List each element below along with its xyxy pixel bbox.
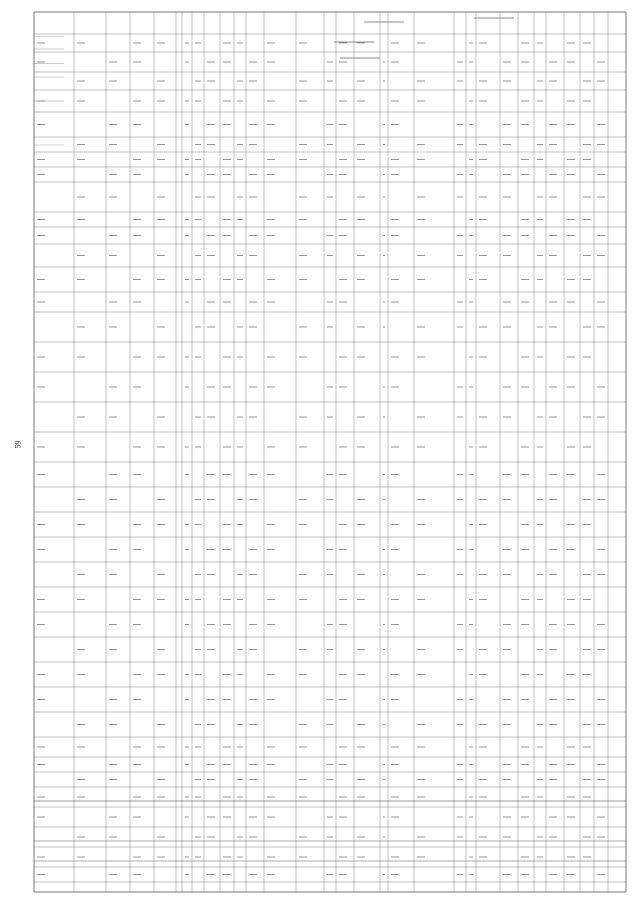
- page-number: 59: [13, 440, 23, 449]
- rotated-table-sheet: [28, 6, 632, 899]
- rotated-table: [28, 6, 632, 899]
- table-border: [34, 12, 626, 892]
